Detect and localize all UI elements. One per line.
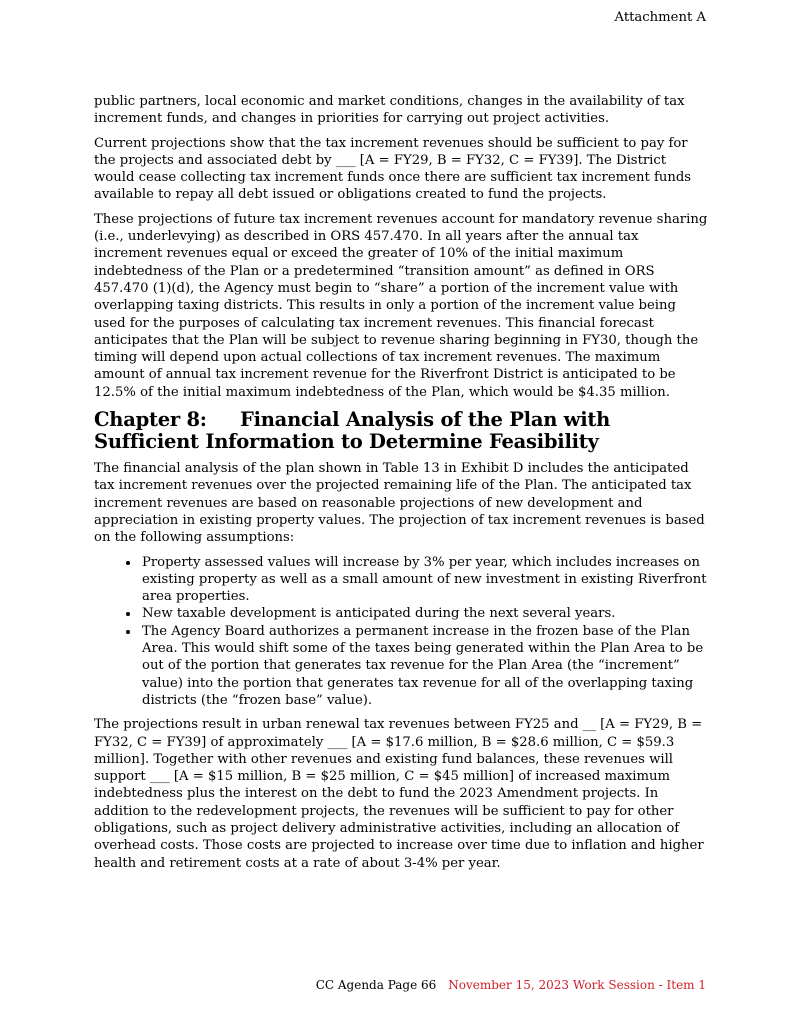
chapter-number: Chapter 8:	[94, 408, 207, 432]
chapter-heading	[94, 409, 710, 453]
paragraph-projections-result: The projections result in urban renewal tax revenues between FY25 and __ [A = FY29, B = FY32, C = FY39] of approximately ___ [A = $17.6 million, B = $28.6 million, C = $59.3 million]. Together with other revenues and existing fund balances, these revenues will support ___ [A = $15 million, B = $25 million, C = $45 million] of increased maximum indebtedness plus the interest on the debt to fund the 2023 Amendment projects. In addition to the redevelopment projects, the revenues will be sufficient to pay for other obligations, such as project delivery administrative activities, including an allocation of overhead costs. Those costs are projected to increase over time due to inflation and higher health and retirement costs at a rate of about 3-4% per year.	[94, 717, 704, 871]
agenda-page-label: CC Agenda Page 66	[315, 978, 437, 992]
page-footer	[316, 978, 706, 992]
paragraph-current-projections: Current projections show that the tax increment revenues should be sufficient to pay for the projects and associated debt by ___ [A = FY29, B = FY32, C = FY39]. The District would cease collecting tax increment funds once there are sufficient tax increment funds available to repay all debt issued or obligations created to fund the projects.	[94, 135, 692, 203]
list-item: • Property assessed values will increase by 3% per year, which includes increases on existing property as well as a small amount of new investment in existing Riverfront area properties.	[140, 554, 710, 606]
paragraph-revenue-sharing: These projections of future tax increment revenues account for mandatory revenue sharing (i.e., underlevying) as described in ORS 457.470. In all years after the annual tax increment revenues equal or exceed the greater of 10% of the initial maximum indebtedness of the Plan or a predetermined “transition amount” as defined in ORS 457.470 (1)(d), the Agency must begin to “share” a portion of the increment value with overlapping taxing districts. This results in only a portion of the increment value being used for the purposes of calculating tax increment revenues. This financial forecast anticipates that the Plan will be subject to revenue sharing beginning in FY30, though the timing will depend upon actual collections of tax increment revenues. The maximum amount of annual tax increment revenue for the Riverfront District is anticipated to be 12.5% of the initial maximum indebtedness of the Plan, which would be $4.35 million.	[94, 211, 708, 400]
work-session-label: November 15, 2023 Work Session - Item 1	[448, 978, 706, 992]
assumptions-list	[94, 554, 710, 710]
list-item: • The Agency Board authorizes a permanent increase in the frozen base of the Plan Area. This would shift some of the taxes being generated within the Plan Area to be out of the portion that generates tax revenue for the Plan Area (the “increment” value) into the portion that generates tax revenue for all of the overlapping taxing districts (the “frozen base” value).	[140, 623, 710, 709]
chapter-title: Financial Analysis of the Plan with Sufficient Information to Determine Feasibility	[94, 408, 611, 454]
paragraph-intro-continuation: public partners, local economic and market conditions, changes in the availability of tax increment funds, and changes in priorities for carrying out project activities.	[94, 94, 685, 127]
paragraph-financial-analysis: The financial analysis of the plan shown in Table 13 in Exhibit D includes the anticipated tax increment revenues over the projected remaining life of the Plan. The anticipated tax increment revenues are based on reasonable projections of new development and appreciation in existing property values. The projection of tax increment revenues is based on the following assumptions:	[94, 461, 705, 546]
list-item: • New taxable development is anticipated during the next several years.	[140, 605, 710, 622]
document-body	[94, 93, 710, 879]
attachment-label: Attachment A	[614, 10, 706, 25]
